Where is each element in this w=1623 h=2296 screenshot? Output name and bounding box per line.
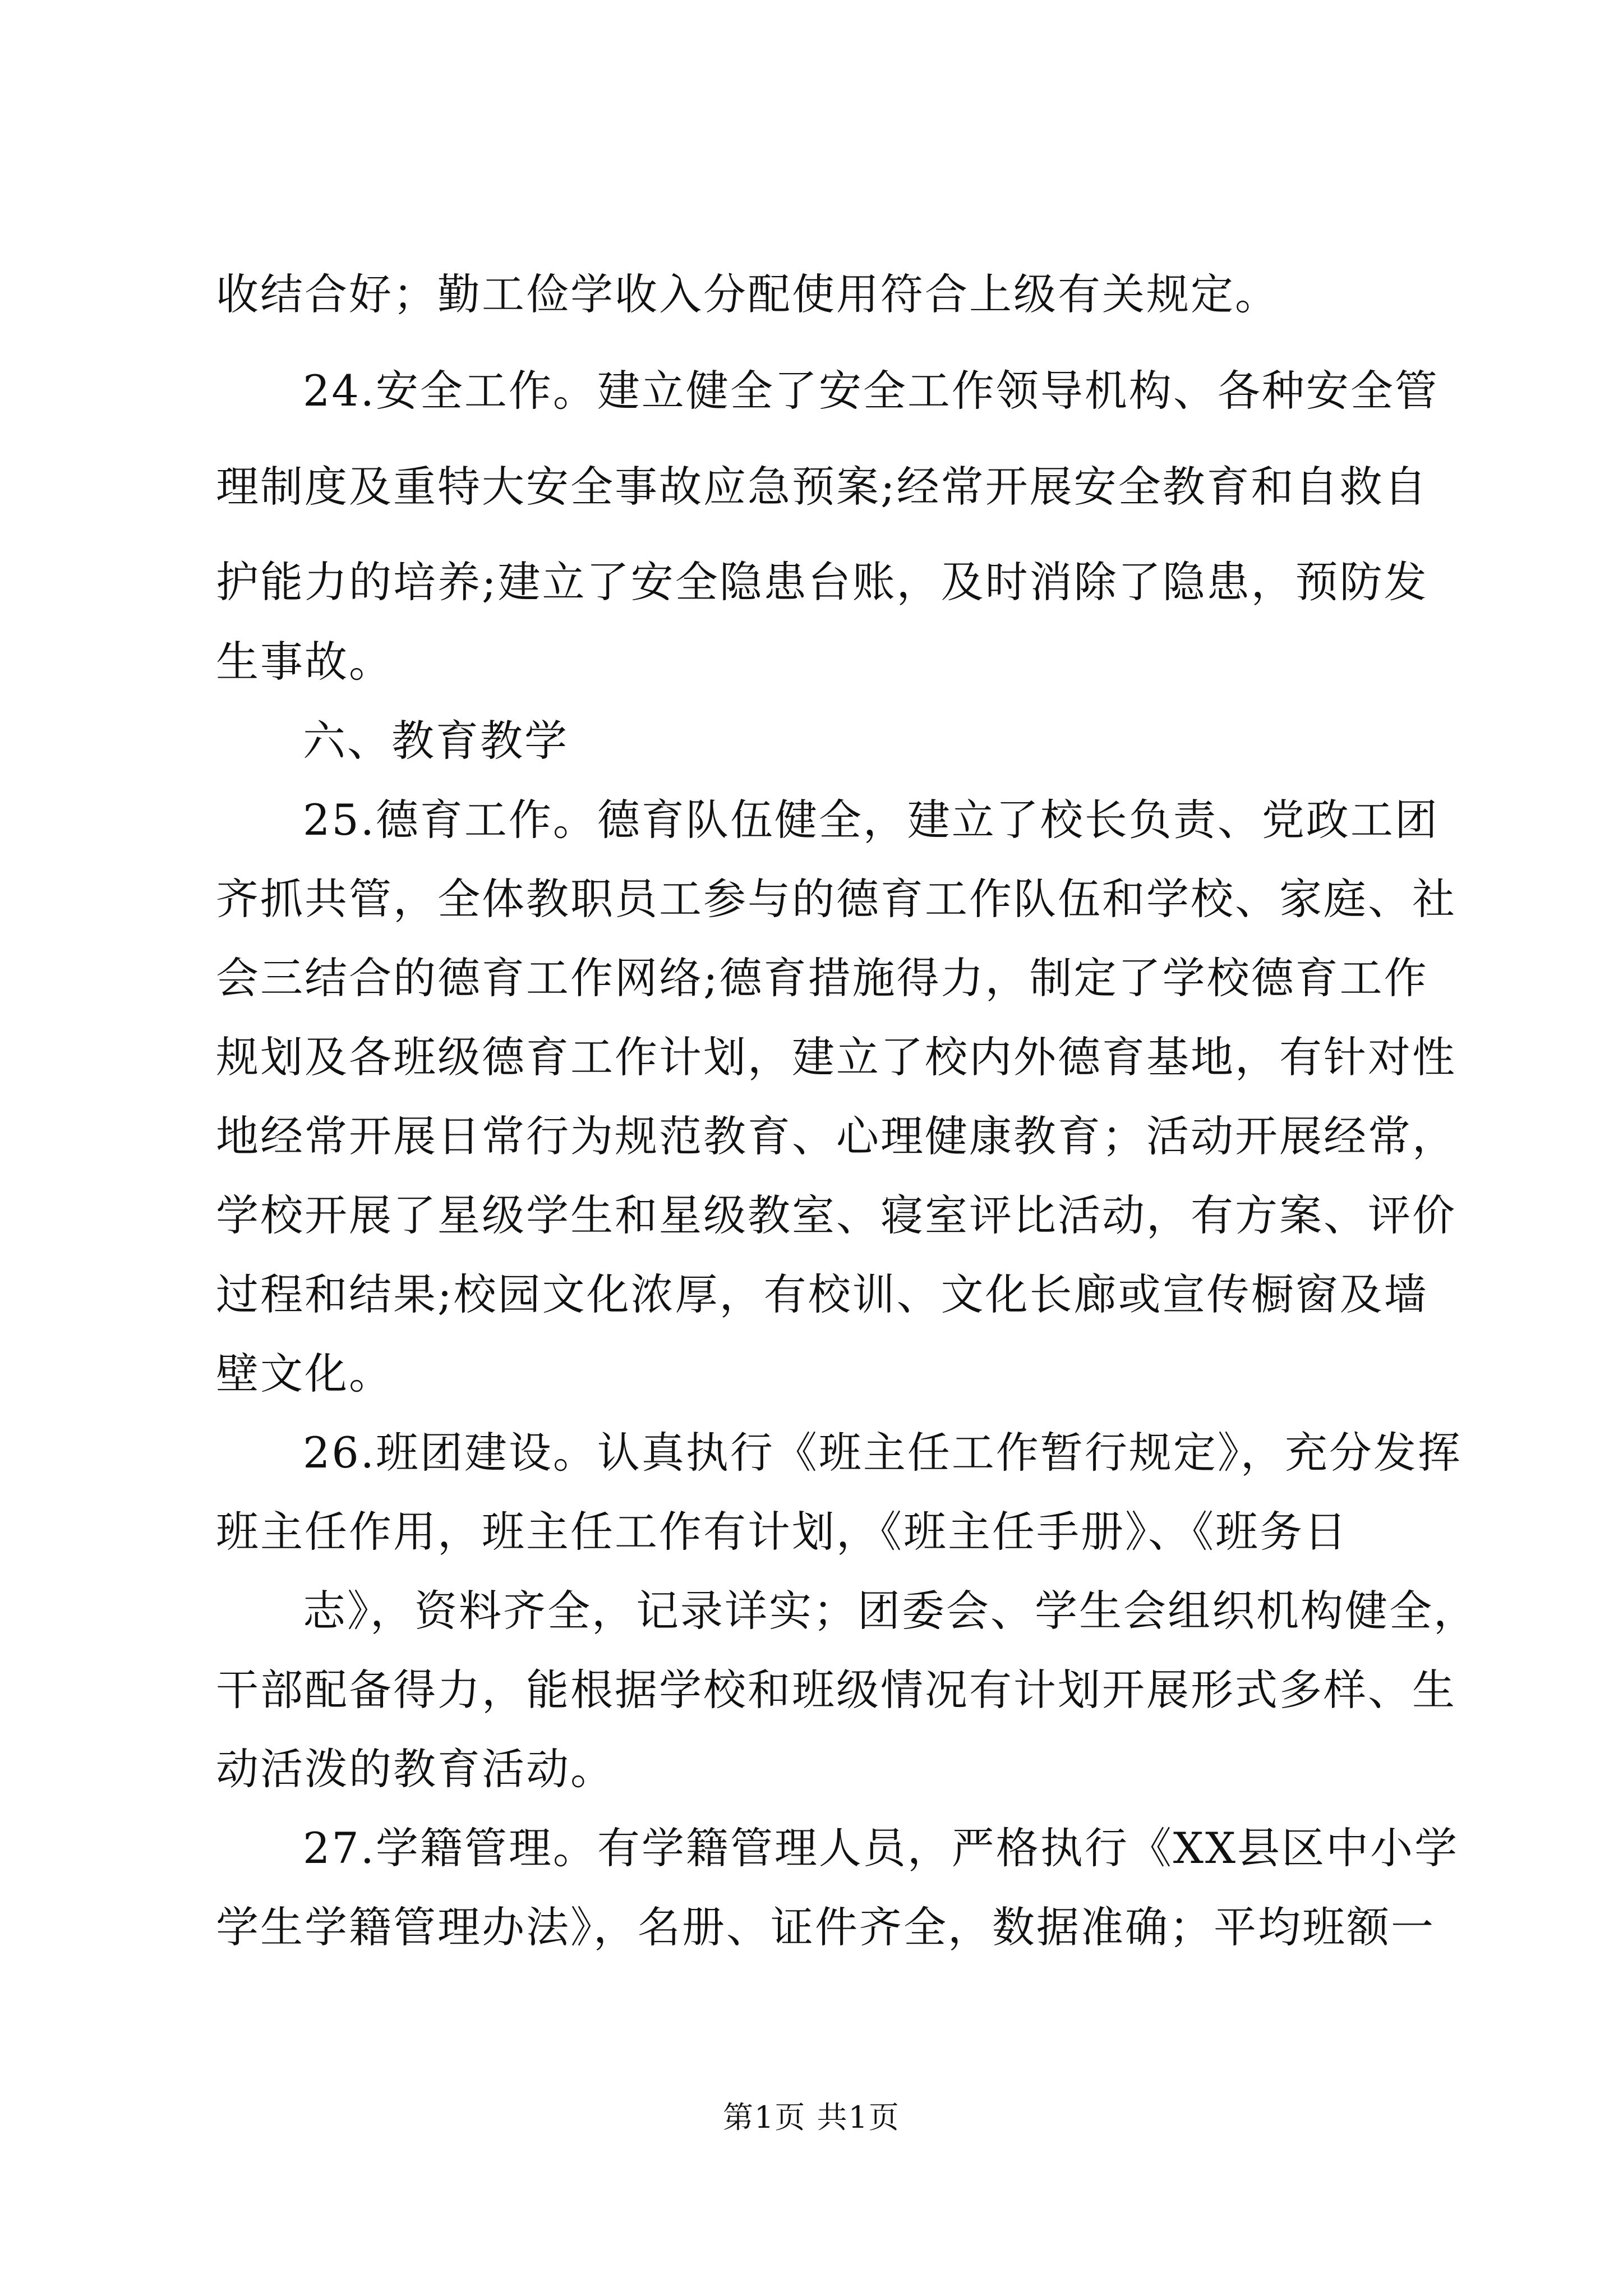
text-line: 壁文化。 xyxy=(216,1349,393,1398)
text-line: 志》，资料齐全，记录详实；团委会、学生会组织机构健全， xyxy=(303,1586,1478,1636)
text-line: 过程和结果;校园文化浓厚，有校训、文化长廊或宣传橱窗及墙 xyxy=(216,1269,1428,1319)
text-line: 学生学籍管理办法》，名册、证件齐全，数据准确；平均班额一 xyxy=(216,1902,1435,1952)
text-line: 学校开展了星级学生和星级教室、寝室评比活动，有方案、评价 xyxy=(216,1190,1456,1240)
text-line: 生事故。 xyxy=(216,637,393,687)
text-line: 24.安全工作。建立健全了安全工作领导机构、各种安全管 xyxy=(303,366,1439,416)
text-line: 护能力的培养;建立了安全隐患台账，及时消除了隐患，预防发 xyxy=(216,557,1428,607)
text-line: 班主任作用，班主任工作有计划，《班主任手册》、《班务日 xyxy=(216,1507,1348,1557)
text-line: 25.德育工作。德育队伍健全，建立了校长负责、党政工团 xyxy=(303,795,1439,845)
text-line: 26.班团建设。认真执行《班主任工作暂行规定》，充分发挥 xyxy=(303,1428,1462,1478)
text-line: 收结合好；勤工俭学收入分配使用符合上级有关规定。 xyxy=(216,269,1279,319)
text-line: 地经常开展日常行为规范教育、心理健康教育；活动开展经常， xyxy=(216,1111,1456,1161)
text-line: 动活泼的教育活动。 xyxy=(216,1744,615,1794)
text-line: 齐抓共管，全体教职员工参与的德育工作队伍和学校、家庭、社 xyxy=(216,874,1456,924)
text-line: 干部配备得力，能根据学校和班级情况有计划开展形式多样、生 xyxy=(216,1665,1456,1715)
text-line: 27.学籍管理。有学籍管理人员，严格执行《XX县区中小学 xyxy=(303,1823,1459,1873)
text-line: 会三结合的德育工作网络;德育措施得力，制定了学校德育工作 xyxy=(216,953,1428,1003)
text-line: 规划及各班级德育工作计划，建立了校内外德育基地，有针对性 xyxy=(216,1032,1456,1082)
text-line: 理制度及重特大安全事故应急预案;经常开展安全教育和自救自 xyxy=(216,462,1428,512)
section-heading: 六、教育教学 xyxy=(303,716,569,766)
page-footer: 第1页 共1页 xyxy=(723,2100,900,2135)
